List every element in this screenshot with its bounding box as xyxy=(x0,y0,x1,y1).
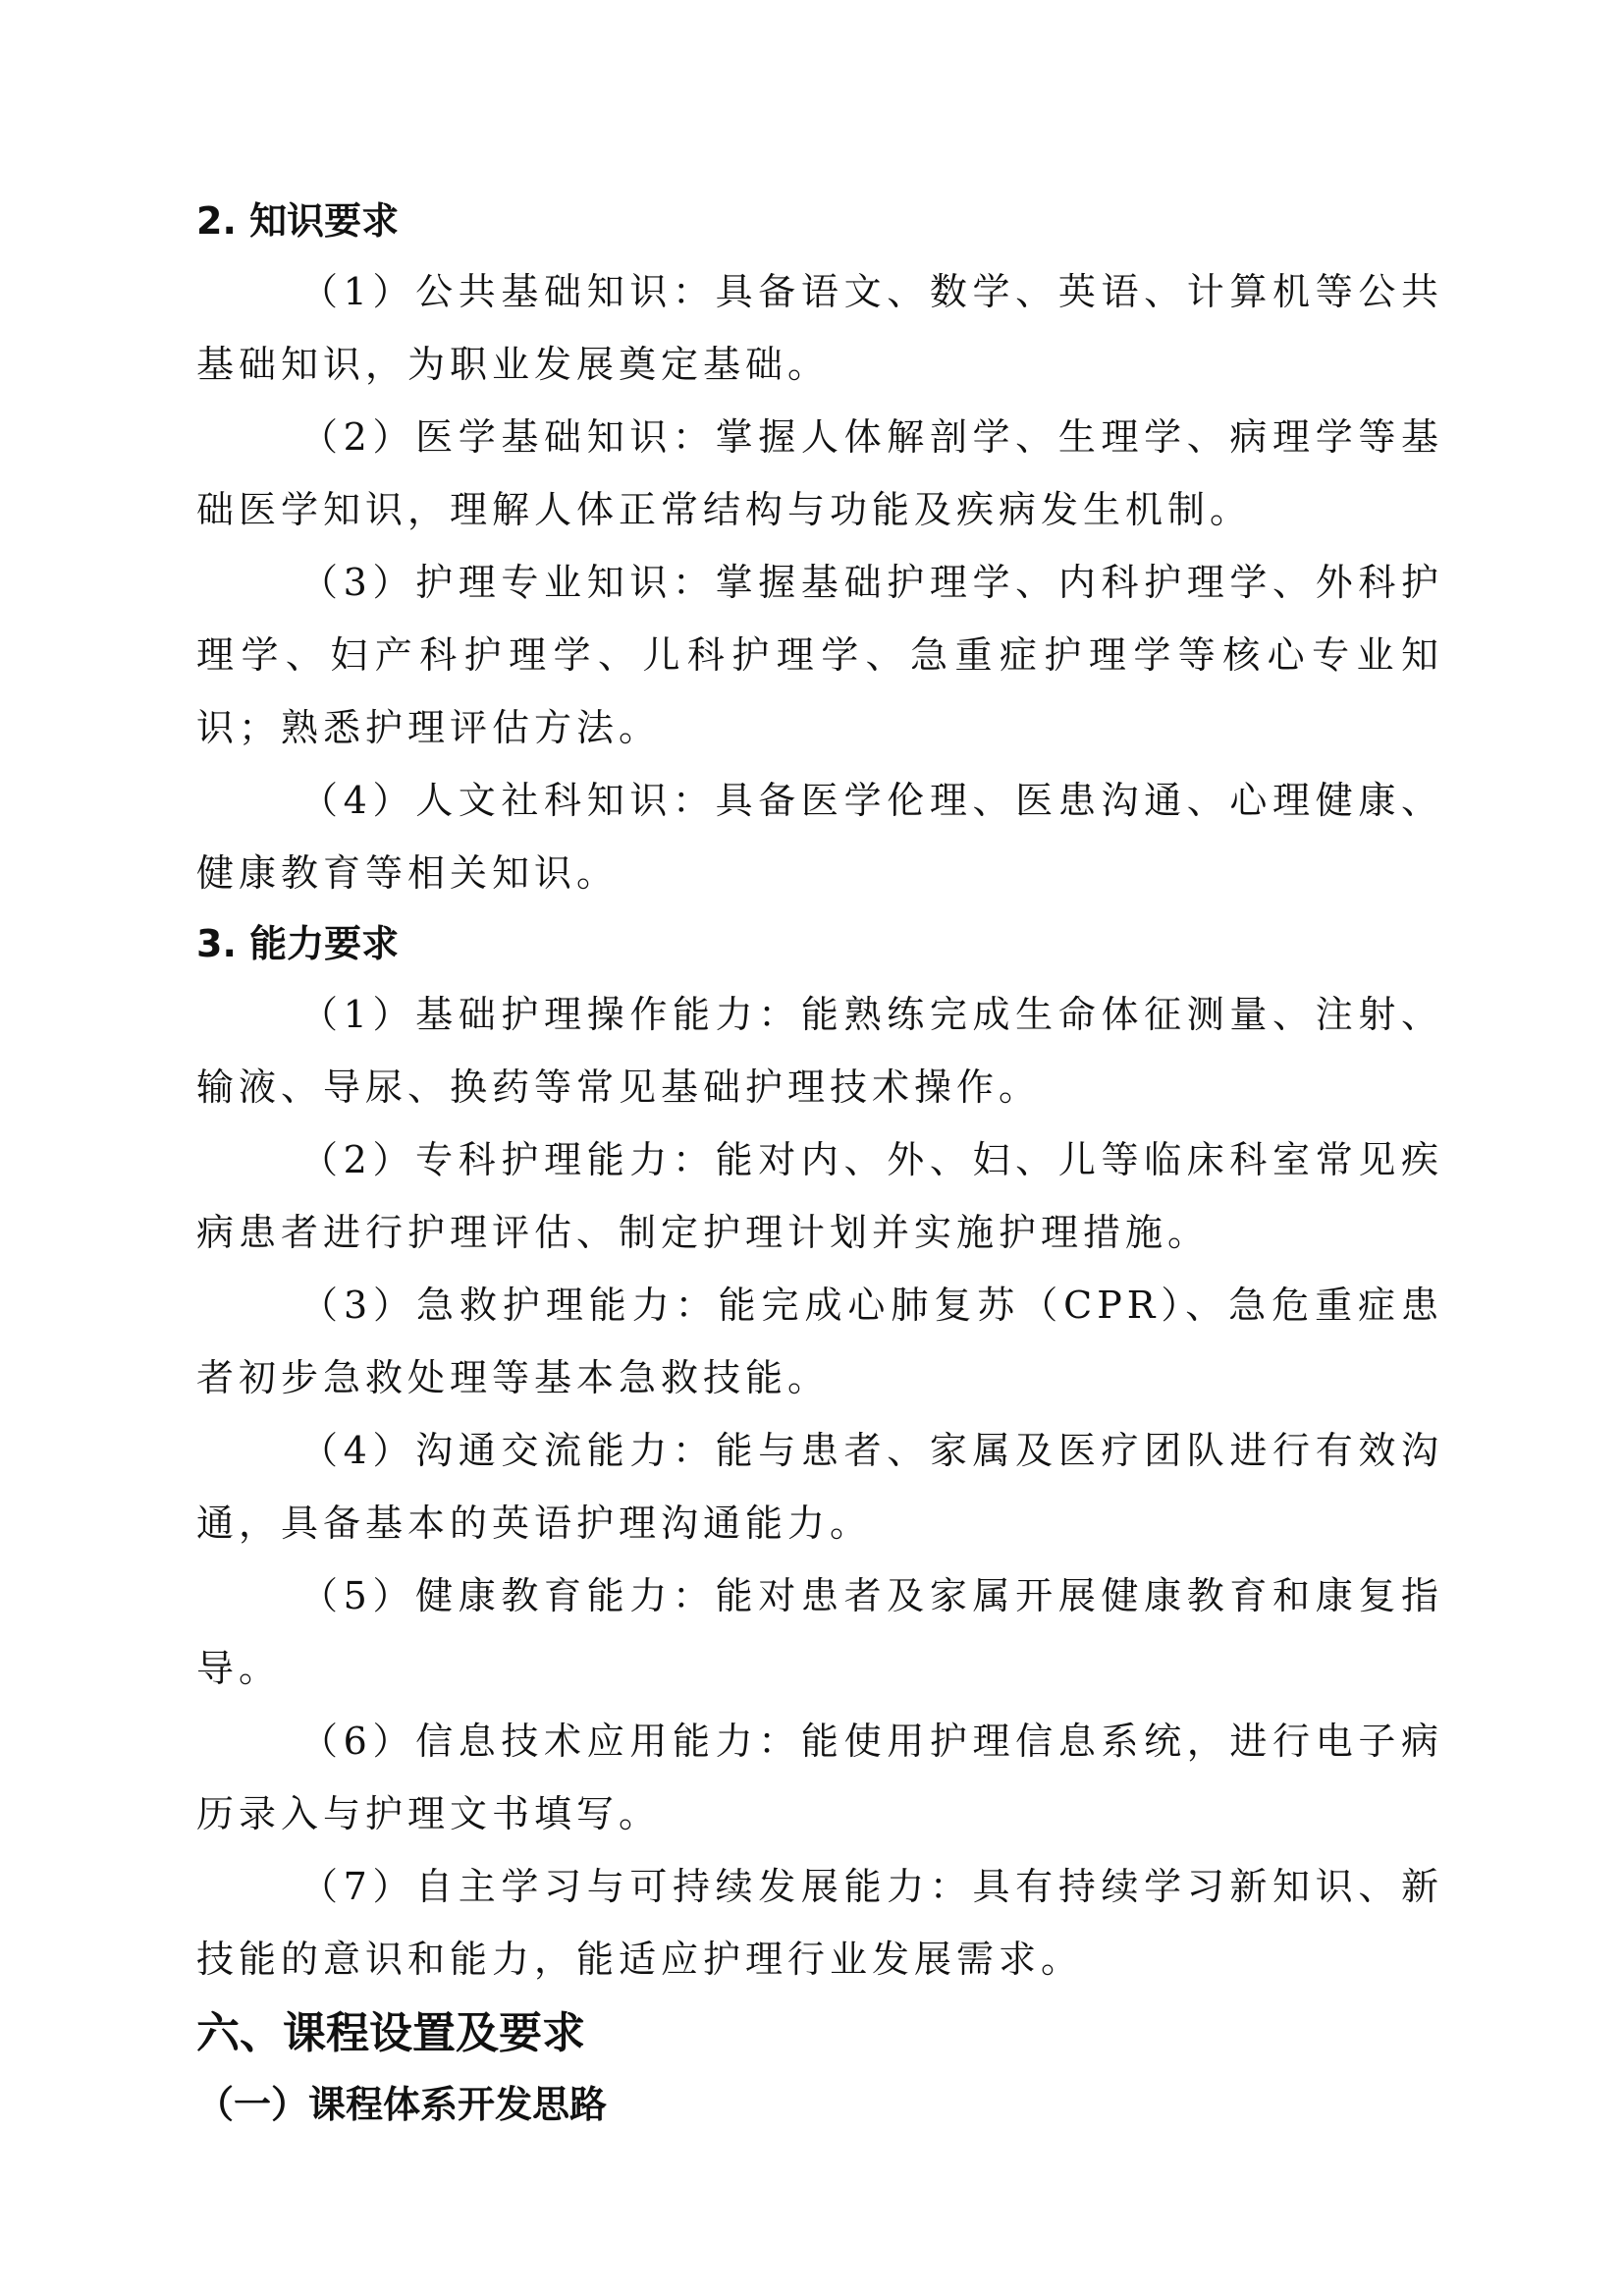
ability-item-basic-nursing: （1）基础护理操作能力：能熟练完成生命体征测量、注射、输液、导尿、换药等常见基础护理技术操作。 xyxy=(196,993,1443,1109)
ability-item-emergency-nursing: （3）急救护理能力：能完成心肺复苏（CPR）、急危重症患者初步急救处理等基本急救技能。 xyxy=(196,1284,1443,1399)
knowledge-requirements-heading: 2. 知识要求 xyxy=(196,199,400,243)
knowledge-item-humanities: （4）人文社科知识：具备医学伦理、医患沟通、心理健康、健康教育等相关知识。 xyxy=(196,779,1443,895)
knowledge-item-medical-basics: （2）医学基础知识：掌握人体解剖学、生理学、病理学等基础医学知识，理解人体正常结构与功能及疾病发生机制。 xyxy=(196,415,1443,531)
ability-item-it-application: （6）信息技术应用能力：能使用护理信息系统，进行电子病历录入与护理文书填写。 xyxy=(196,1720,1443,1835)
section-six-heading: 六、课程设置及要求 xyxy=(196,2008,585,2058)
ability-item-health-education: （5）健康教育能力：能对患者及家属开展健康教育和康复指导。 xyxy=(196,1574,1443,1690)
knowledge-item-public-basics: （1）公共基础知识：具备语文、数学、英语、计算机等公共基础知识，为职业发展奠定基础。 xyxy=(196,270,1443,386)
page-content xyxy=(196,187,1443,2137)
curriculum-development-subheading: （一）课程体系开发思路 xyxy=(196,2083,608,2126)
ability-item-self-learning: （7）自主学习与可持续发展能力：具有持续学习新知识、新技能的意识和能力，能适应护理行业发展需求。 xyxy=(196,1865,1443,1981)
ability-requirements-heading: 3. 能力要求 xyxy=(196,922,400,965)
ability-item-communication: （4）沟通交流能力：能与患者、家属及医疗团队进行有效沟通，具备基本的英语护理沟通能力。 xyxy=(196,1429,1443,1545)
ability-item-specialty-nursing: （2）专科护理能力：能对内、外、妇、儿等临床科室常见疾病患者进行护理评估、制定护理计划并实施护理措施。 xyxy=(196,1138,1443,1254)
knowledge-item-nursing-specialty: （3）护理专业知识：掌握基础护理学、内科护理学、外科护理学、妇产科护理学、儿科护理学、急重症护理学等核心专业知识；熟悉护理评估方法。 xyxy=(196,561,1443,749)
